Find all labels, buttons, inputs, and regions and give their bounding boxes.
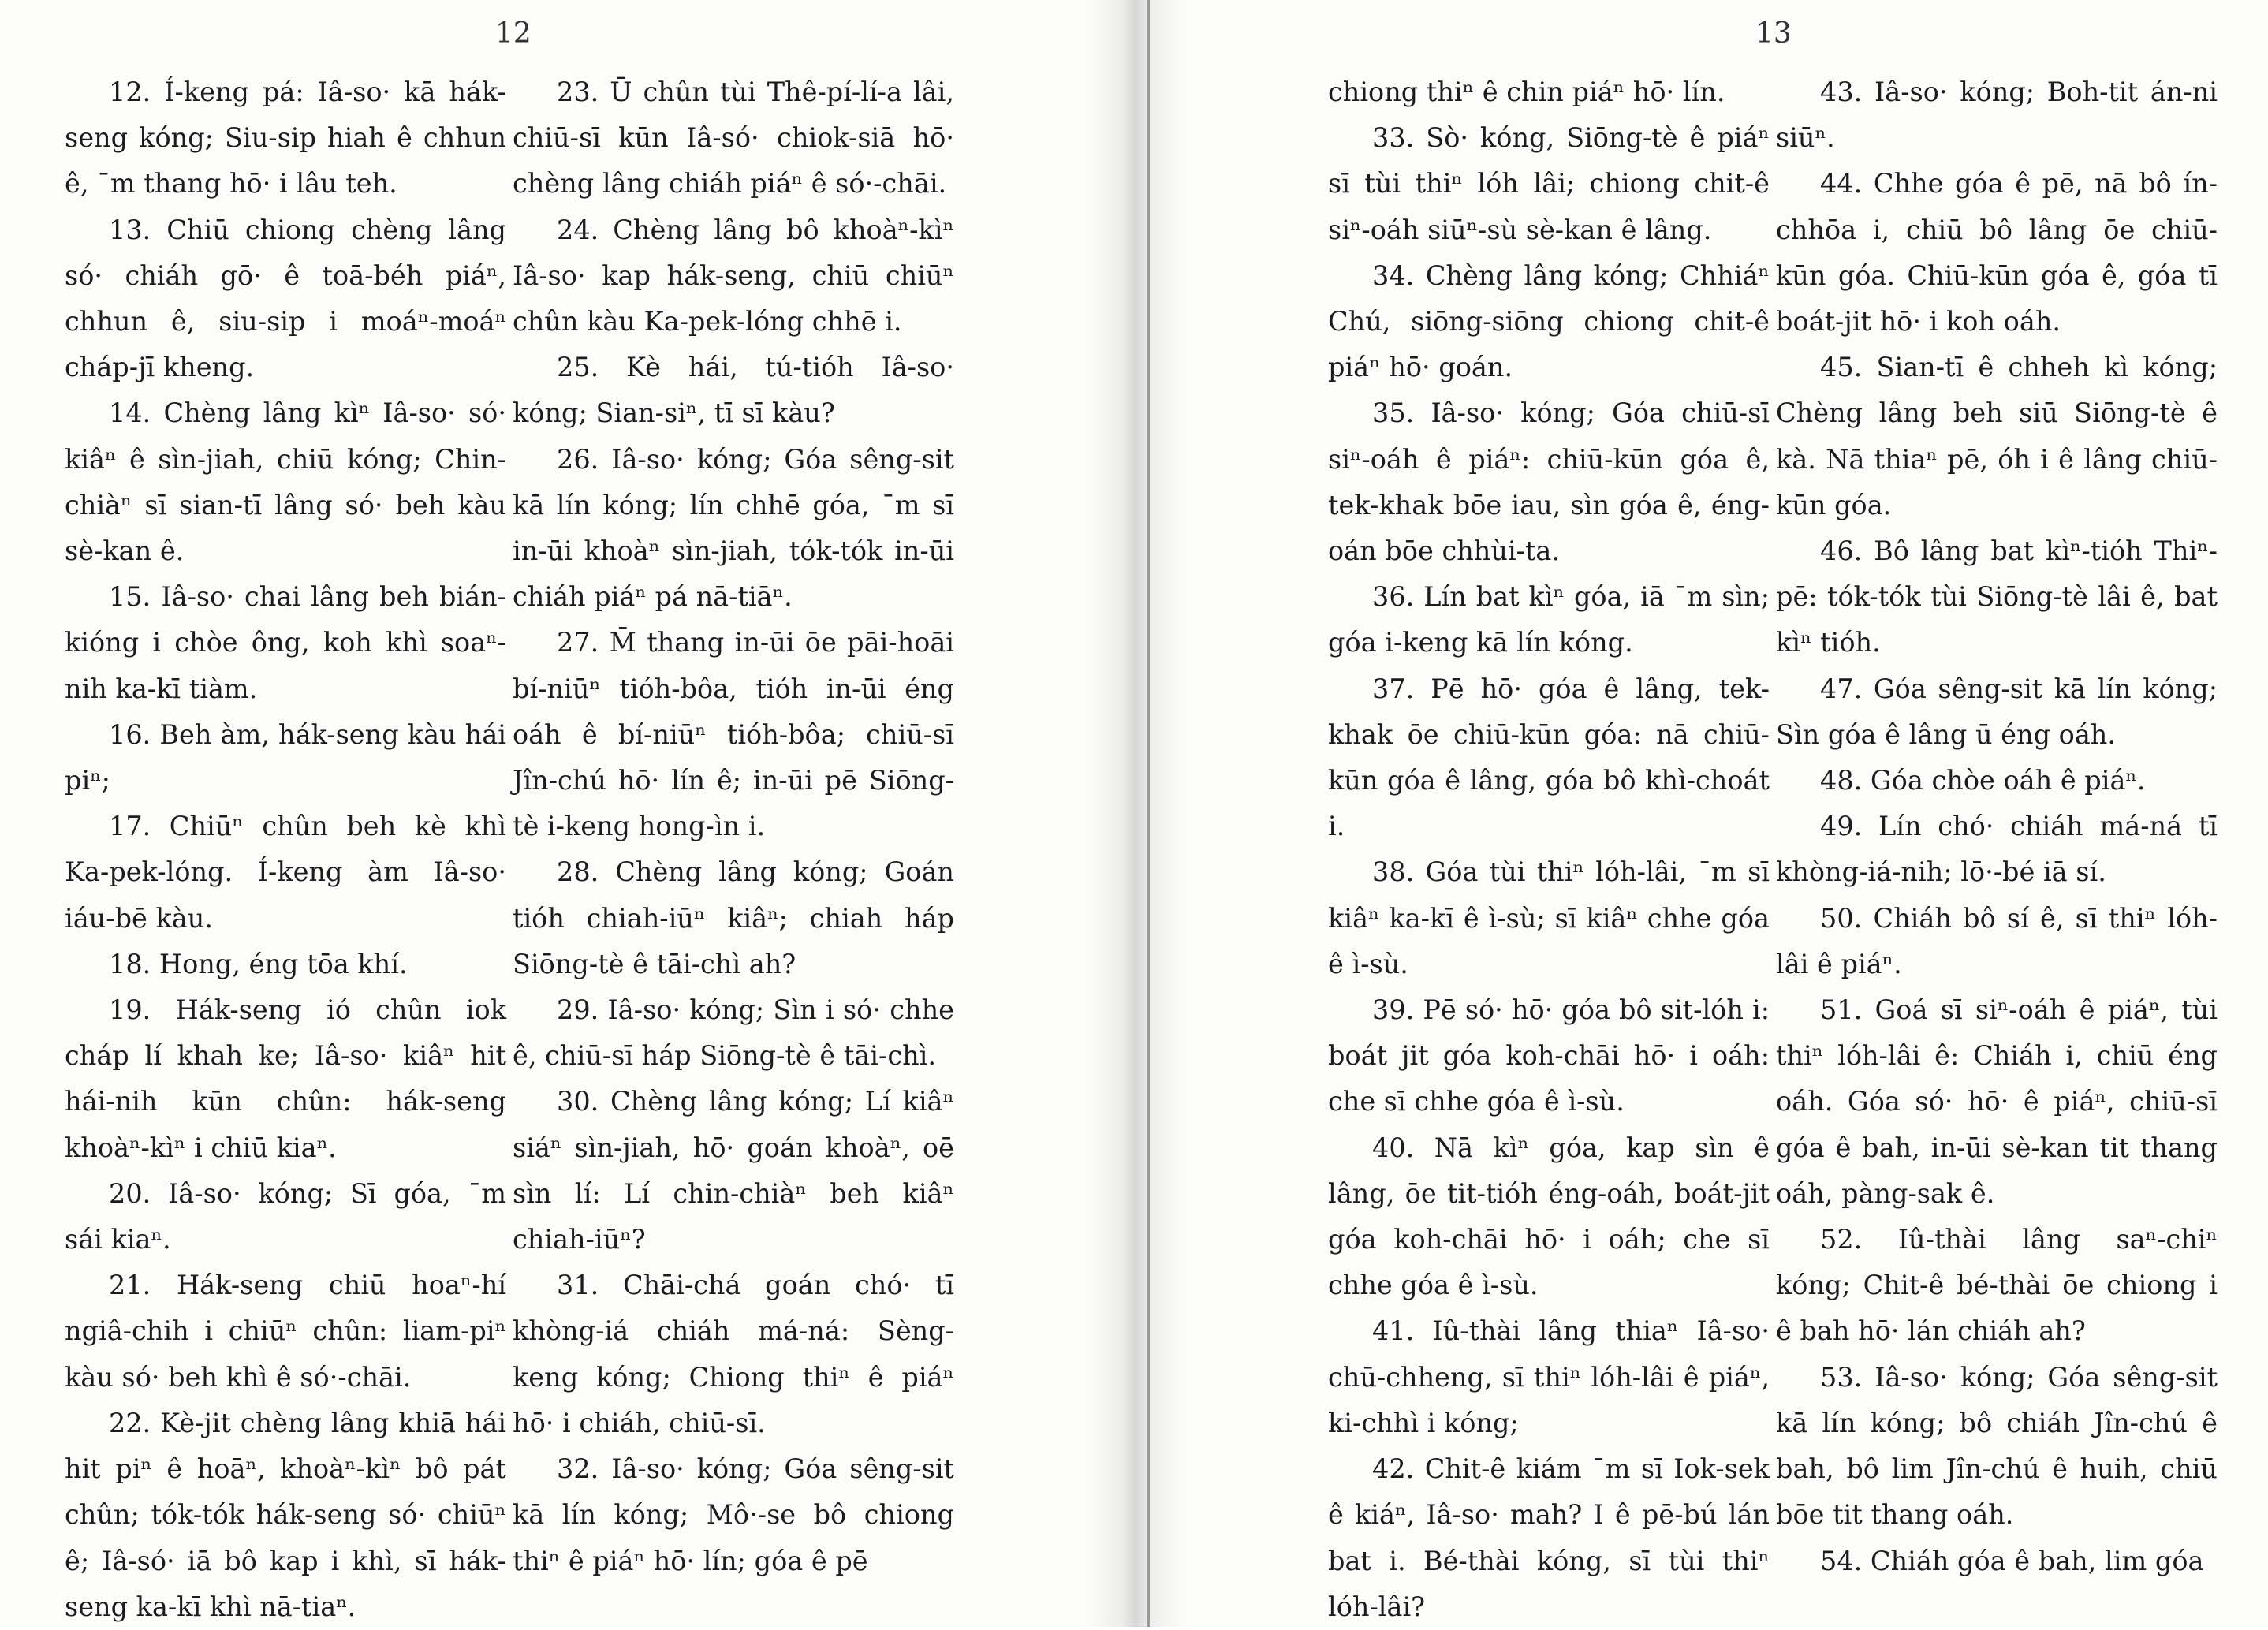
verse-paragraph: 13. Chiū chiong chèng lâng só· chiáh gō· ê toā-béh piáⁿ, chhun ê, siu-sip i moáⁿ-moáⁿ cháp-jī kheng. <box>65 214 506 383</box>
verse-paragraph: 31. Chāi-chá goán chó· tī khòng-iá chiáh má-ná: Sèng-keng kóng; Chiong thiⁿ ê piáⁿ hō· i chiáh, chiū-sī. <box>513 1270 954 1438</box>
verse-paragraph: 26. Iâ-so· kóng; Góa sêng-sit kā lín kóng; lín chhē góa, ˉm sī in-ūi khoàⁿ sìn-jiah, tók-tók in-ūi chiáh piáⁿ pá nā-tiāⁿ. <box>513 443 954 613</box>
verse-paragraph: 52. Iû-thài lâng saⁿ-chiⁿ kóng; Chit-ê bé-thài ōe chiong i ê bah hō· lán chiáh ah? <box>1776 1224 2218 1347</box>
verse-paragraph: 45. Sian-tī ê chheh kì kóng; Chèng lâng beh siū Siōng-tè ê kà. Nā thiaⁿ pē, óh i ê lâng chiū-kūn góa. <box>1776 352 2218 520</box>
verse-paragraph: 27. M̄ thang in-ūi ōe pāi-hoāi bí-niūⁿ tióh-bôa, tióh in-ūi éng oáh ê bí-niūⁿ tióh-bôa; chiū-sī Jîn-chú hō· lín ê; in-ūi pē Siōng-tè i-keng hong-ìn i. <box>513 627 954 842</box>
verse-paragraph: 51. Goá sī siⁿ-oáh ê piáⁿ, tùi thiⁿ lóh-lâi ê: Chiáh i, chiū éng oáh. Góa só· hō· ê piáⁿ, chiū-sī góa ê bah, in-ūi sè-kan tit thang oáh, pàng-sak ê. <box>1776 994 2218 1209</box>
verse-paragraph: 47. Góa sêng-sit kā lín kóng; Sìn góa ê lâng ū éng oáh. <box>1776 673 2218 750</box>
verse-paragraph: 37. Pē hō· góa ê lâng, tek-khak ōe chiū-kūn góa: nā chiū-kūn góa ê lâng, góa bô khì-choát i. <box>1328 673 1770 842</box>
verse-paragraph: 22. Kè-jit chèng lâng khiā hái hit piⁿ ê hoāⁿ, khoàⁿ-kìⁿ bô pát chûn; tók-tók hák-seng só· chiūⁿ ê; Iâ-só· iā bô kap i khì, sī hák-seng ka-kī khì nā-tiaⁿ. <box>65 1407 506 1622</box>
verse-paragraph: 17. Chiūⁿ chûn beh kè khì Ka-pek-lóng. Í-keng àm Iâ-so· iáu-bē kàu. <box>65 811 506 934</box>
verse-paragraph: chiong thiⁿ ê chin piáⁿ hō· lín. <box>1328 76 1725 107</box>
verse-paragraph: 53. Iâ-so· kóng; Góa sêng-sit kā lín kóng; bô chiáh Jîn-chú ê bah, bô lim Jîn-chú ê huih, chiū bōe tit thang oáh. <box>1776 1361 2218 1531</box>
verse-paragraph: 49. Lín chó· chiáh má-ná tī khòng-iá-nih; lō·-bé iā sí. <box>1776 811 2218 888</box>
verse-paragraph: 20. Iâ-so· kóng; Sī góa, ˉm sái kiaⁿ. <box>65 1177 506 1255</box>
verse-paragraph: 48. Góa chòe oáh ê piáⁿ. <box>1820 765 2146 796</box>
verse-paragraph: 33. Sò· kóng, Siōng-tè ê piáⁿ sī tùi thiⁿ lóh lâi; chiong chit-ê siⁿ-oáh siūⁿ-sù sè-kan ê lâng. <box>1328 122 1770 245</box>
book-gutter <box>1088 0 1183 1627</box>
verse-paragraph: 42. Chit-ê kiám ˉm sī Iok-sek ê kiáⁿ, Iâ-so· mah? I ê pē-bú lán bat i. Bé-thài kóng, sī tùi thiⁿ lóh-lâi? <box>1328 1453 1770 1622</box>
binding-line <box>1147 0 1150 1627</box>
text-column-3 <box>1328 69 1770 1630</box>
verse-paragraph: 18. Hong, éng tōa khí. <box>109 948 408 979</box>
verse-paragraph: 12. Í-keng pá: Iâ-so· kā hák-seng kóng; Siu-sip hiah ê chhun ê, ˉm thang hō· i lâu teh. <box>65 76 506 200</box>
verse-paragraph: 39. Pē só· hō· góa bô sit-lóh i: boát jit góa koh-chāi hō· i oáh: che sī chhe góa ê ì-sù. <box>1328 994 1770 1117</box>
verse-paragraph: 16. Beh àm, hák-seng kàu hái piⁿ; <box>65 718 506 796</box>
text-column-2 <box>513 69 954 1584</box>
verse-paragraph: 19. Hák-seng ió chûn iok cháp lí khah ke; Iâ-so· kiâⁿ hit hái-nih kūn chûn: hák-seng khoàⁿ-kìⁿ i chiū kiaⁿ. <box>65 994 506 1163</box>
verse-paragraph: 32. Iâ-so· kóng; Góa sêng-sit kā lín kóng; Mô·-se bô chiong thiⁿ ê piáⁿ hō· lín; góa ê pē <box>513 1453 954 1576</box>
verse-paragraph: 43. Iâ-so· kóng; Boh-tit án-ni siūⁿ. <box>1776 76 2218 154</box>
verse-paragraph: 30. Chèng lâng kóng; Lí kiâⁿ siáⁿ sìn-jiah, hō· goán khoàⁿ, oē sìn lí: Lí chin-chiàⁿ beh kiâⁿ chiah-iūⁿ? <box>513 1086 954 1255</box>
verse-paragraph: 25. Kè hái, tú-tióh Iâ-so· kóng; Sian-siⁿ, tī sī kàu? <box>513 352 954 429</box>
text-column-1 <box>65 69 506 1630</box>
verse-paragraph: 24. Chèng lâng bô khoàⁿ-kìⁿ Iâ-so· kap hák-seng, chiū chiūⁿ chûn kàu Ka-pek-lóng chhē i. <box>513 214 954 338</box>
verse-paragraph: 14. Chèng lâng kìⁿ Iâ-so· só· kiâⁿ ê sìn-jiah, chiū kóng; Chin-chiàⁿ sī sian-tī lâng só· beh kàu sè-kan ê. <box>65 397 506 567</box>
verse-paragraph: 28. Chèng lâng kóng; Goán tióh chiah-iūⁿ kiâⁿ; chiah háp Siōng-tè ê tāi-chì ah? <box>513 856 954 979</box>
text-column-4 <box>1776 69 2218 1584</box>
verse-paragraph: 29. Iâ-so· kóng; Sìn i só· chhe ê, chiū-sī háp Siōng-tè ê tāi-chì. <box>513 994 954 1072</box>
verse-paragraph: 50. Chiáh bô sí ê, sī thiⁿ lóh-lâi ê piáⁿ. <box>1776 902 2218 979</box>
verse-paragraph: 46. Bô lâng bat kìⁿ-tióh Thiⁿ-pē: tók-tók tùi Siōng-tè lâi ê, bat kìⁿ tióh. <box>1776 535 2218 658</box>
verse-paragraph: 36. Lín bat kìⁿ góa, iā ˉm sìn; góa i-keng kā lín kóng. <box>1328 581 1770 658</box>
page-number-left: 12 <box>495 17 532 50</box>
verse-paragraph: 35. Iâ-so· kóng; Góa chiū-sī siⁿ-oáh ê piáⁿ: chiū-kūn góa ê, tek-khak bōe iau, sìn góa ê, éng-oán bōe chhùi-ta. <box>1328 397 1770 567</box>
verse-paragraph: 23. Ū chûn tùi Thê-pí-lí-a lâi, chiū-sī kūn Iâ-só· chiok-siā hō· chèng lâng chiáh piáⁿ ê só·-chāi. <box>513 76 954 200</box>
verse-paragraph: 15. Iâ-so· chai lâng beh bián-kióng i chòe ông, koh khì soaⁿ-nih ka-kī tiàm. <box>65 581 506 704</box>
verse-paragraph: 41. Iû-thài lâng thiaⁿ Iâ-so· chū-chheng, sī thiⁿ lóh-lâi ê piáⁿ, ki-chhì i kóng; <box>1328 1315 1770 1438</box>
verse-paragraph: 38. Góa tùi thiⁿ lóh-lâi, ˉm sī kiâⁿ ka-kī ê ì-sù; sī kiâⁿ chhe góa ê ì-sù. <box>1328 856 1770 979</box>
verse-paragraph: 44. Chhe góa ê pē, nā bô ín-chhōa i, chiū bô lâng ōe chiū-kūn góa. Chiū-kūn góa ê, góa tī boát-jit hō· i koh oáh. <box>1776 168 2218 338</box>
verse-paragraph: 54. Chiáh góa ê bah, lim góa <box>1820 1545 2204 1576</box>
verse-paragraph: 34. Chèng lâng kóng; Chhiáⁿ Chú, siōng-siōng chiong chit-ê piáⁿ hō· goán. <box>1328 259 1770 383</box>
verse-paragraph: 40. Nā kìⁿ góa, kap sìn ê lâng, ōe tit-tióh éng-oáh, boát-jit góa koh-chāi hō· i oáh; che sī chhe góa ê ì-sù. <box>1328 1132 1770 1301</box>
verse-paragraph: 21. Hák-seng chiū hoaⁿ-hí ngiâ-chih i chiūⁿ chûn: liam-piⁿ kàu só· beh khì ê só·-chāi. <box>65 1270 506 1393</box>
page-number-right: 13 <box>1755 17 1792 50</box>
